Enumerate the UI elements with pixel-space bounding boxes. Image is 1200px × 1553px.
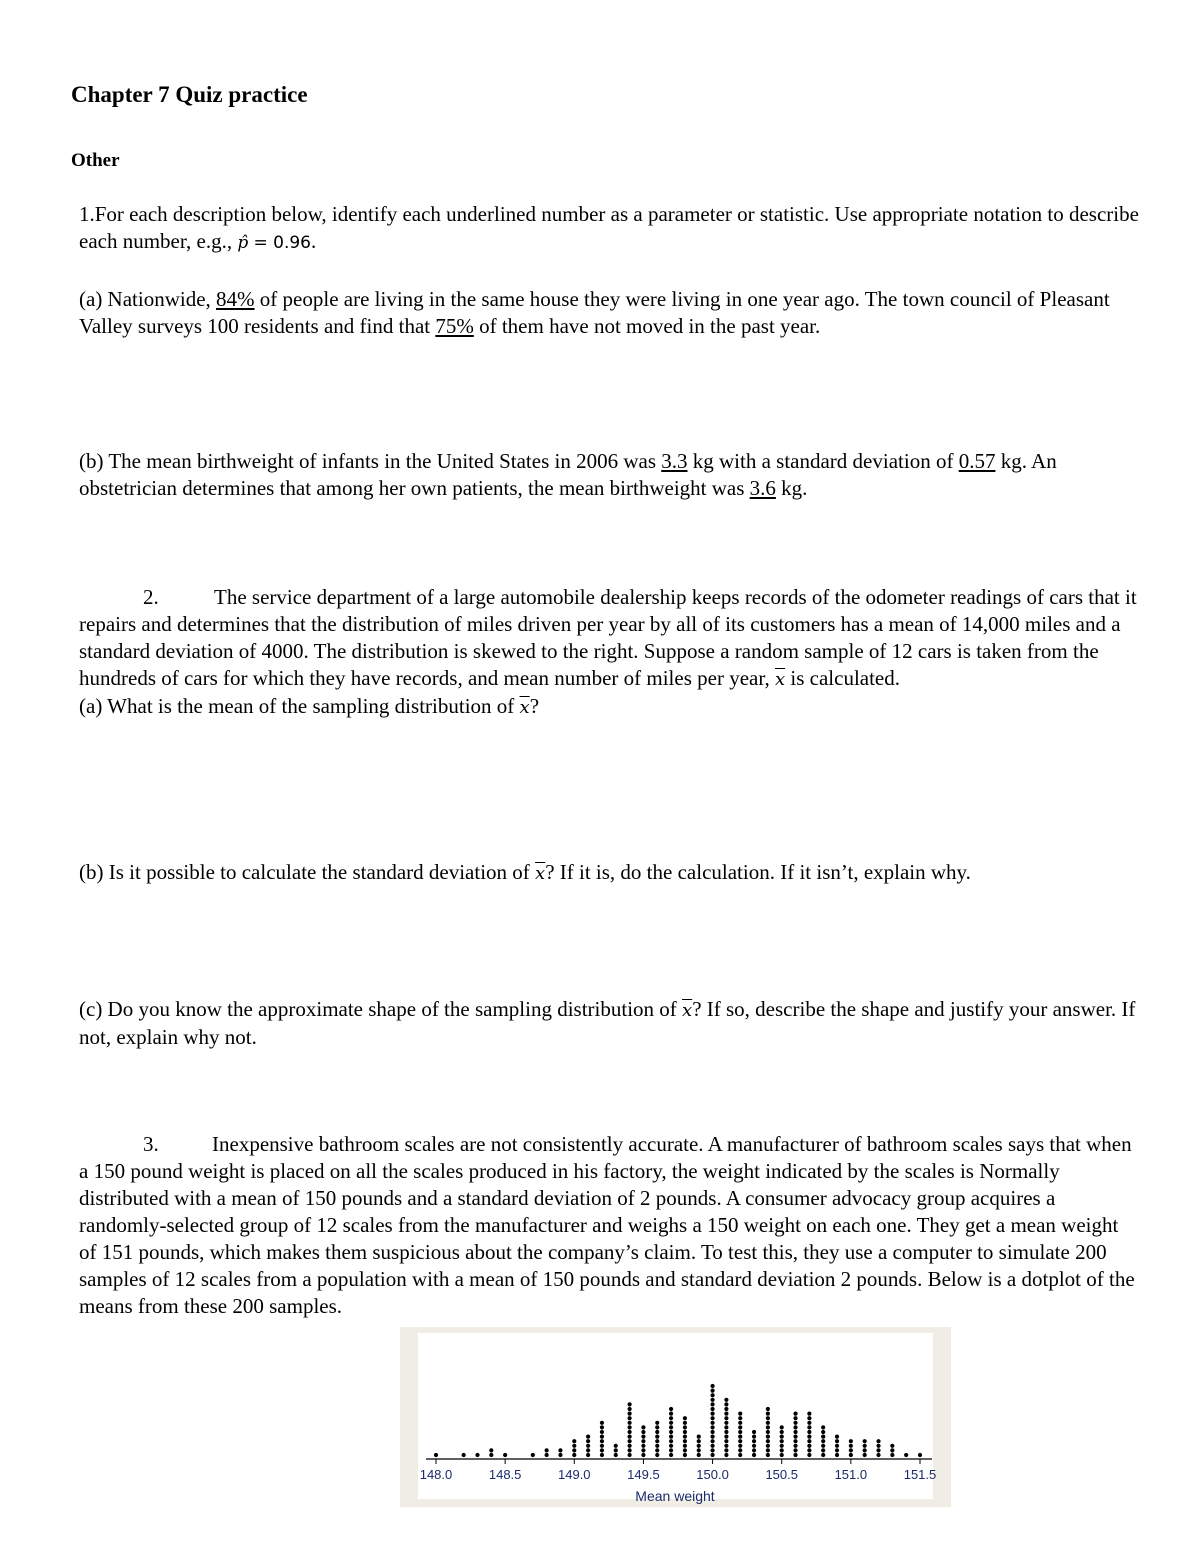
dot <box>697 1444 701 1448</box>
question-2b <box>79 859 1139 887</box>
dot <box>876 1448 880 1452</box>
dot <box>780 1425 784 1429</box>
dot <box>710 1421 714 1425</box>
dot <box>669 1444 673 1448</box>
p-hat-symbol: p̂ <box>237 233 249 253</box>
x-axis-label: Mean weight <box>635 1488 715 1504</box>
dot <box>710 1453 714 1457</box>
q1b-text-3: kg. An obstetrician determines that among her own patients, the mean birthweight was <box>79 449 1057 500</box>
dot <box>641 1444 645 1448</box>
dot <box>752 1430 756 1434</box>
dot <box>600 1448 604 1452</box>
dot <box>793 1444 797 1448</box>
dot <box>697 1453 701 1457</box>
dot <box>793 1421 797 1425</box>
dot <box>890 1444 894 1448</box>
dot <box>628 1430 632 1434</box>
x-tick-label: 148.0 <box>419 1467 453 1482</box>
x-tick-label: 150.0 <box>696 1467 729 1482</box>
dot <box>738 1439 742 1443</box>
question-2 <box>79 584 1139 721</box>
dot <box>807 1439 811 1443</box>
dot <box>600 1430 604 1434</box>
dot <box>793 1430 797 1434</box>
q1a-underlined-1: 84% <box>216 287 255 311</box>
dot <box>614 1444 618 1448</box>
dot <box>766 1453 770 1457</box>
dot <box>738 1453 742 1457</box>
dot <box>710 1398 714 1402</box>
question-1-intro <box>79 201 1139 257</box>
q1a-text-1: (a) Nationwide, <box>79 287 217 311</box>
dot <box>724 1435 728 1439</box>
dot <box>600 1439 604 1443</box>
dot <box>766 1448 770 1452</box>
dot <box>572 1444 576 1448</box>
dot <box>586 1439 590 1443</box>
dot <box>710 1444 714 1448</box>
dot <box>697 1448 701 1452</box>
x-tick-label: 150.5 <box>765 1467 798 1482</box>
dot <box>655 1421 659 1425</box>
dot <box>655 1430 659 1434</box>
dot <box>724 1444 728 1448</box>
q3-text: Inexpensive bathroom scales are not consistently accurate. A manufacturer of bathroom scales says that when a 150 pound weight is placed on all the scales produced in his factory, the weight indicated by the scales is Normally distributed with a mean of 150 pounds and a standard deviation of 2 pounds. A consumer advocacy group acquires a randomly-selected group of 12 scales from the manufacturer and weighs a 150 weight on each one. They get a mean weight of 151 pounds, which makes them suspicious about the company’s claim. To test this, they use a computer to simulate 200 samples of 12 scales from a population with a mean of 150 pounds and standard deviation 2 pounds. Below is a dotplot of the means from these 200 samples. <box>79 1132 1135 1318</box>
dot <box>628 1435 632 1439</box>
dot <box>655 1444 659 1448</box>
dot <box>628 1453 632 1457</box>
dot <box>752 1439 756 1443</box>
dot <box>918 1453 922 1457</box>
dot <box>641 1448 645 1452</box>
dot <box>683 1416 687 1420</box>
q1b-underlined-3: 3.6 <box>749 476 776 500</box>
dot <box>904 1453 908 1457</box>
dot <box>641 1430 645 1434</box>
dot <box>835 1453 839 1457</box>
dot <box>669 1430 673 1434</box>
dot <box>710 1430 714 1434</box>
q2c-text-1: (c) Do you know the approximate shape of the sampling distribution of <box>79 997 683 1021</box>
q2-text-2: is calculated. <box>785 666 901 690</box>
dot <box>669 1453 673 1457</box>
dot <box>780 1444 784 1448</box>
dot <box>586 1448 590 1452</box>
dot <box>793 1439 797 1443</box>
dot <box>738 1421 742 1425</box>
dot <box>835 1435 839 1439</box>
q2b-text-1: (b) Is it possible to calculate the standard deviation of <box>79 860 536 884</box>
dot <box>738 1430 742 1434</box>
dot <box>835 1444 839 1448</box>
x-tick-label: 151.5 <box>903 1467 937 1482</box>
dot <box>835 1439 839 1443</box>
dot <box>628 1412 632 1416</box>
dot <box>710 1402 714 1406</box>
dot <box>752 1444 756 1448</box>
dot <box>641 1453 645 1457</box>
question-2-number: 2. <box>143 585 159 609</box>
dot <box>780 1430 784 1434</box>
dot <box>766 1430 770 1434</box>
x-bar-symbol: $\overline{x}$ <box>519 697 530 718</box>
dot <box>766 1439 770 1443</box>
dot <box>766 1425 770 1429</box>
dot <box>780 1439 784 1443</box>
dot <box>683 1444 687 1448</box>
dot <box>849 1453 853 1457</box>
dot <box>738 1416 742 1420</box>
dot <box>752 1453 756 1457</box>
dot <box>752 1435 756 1439</box>
dot <box>835 1448 839 1452</box>
dot <box>655 1435 659 1439</box>
dot <box>821 1435 825 1439</box>
dot <box>793 1416 797 1420</box>
dot <box>628 1416 632 1420</box>
dot <box>793 1453 797 1457</box>
dot <box>807 1430 811 1434</box>
dot <box>683 1425 687 1429</box>
dot <box>724 1407 728 1411</box>
dot <box>807 1435 811 1439</box>
dot <box>710 1393 714 1397</box>
q1b-text-1: (b) The mean birthweight of infants in the United States in 2006 was <box>79 449 662 473</box>
x-tick-label: 149.5 <box>627 1467 660 1482</box>
dot <box>669 1439 673 1443</box>
q2a-text-1: (a) What is the mean of the sampling distribution of <box>79 694 520 718</box>
dot <box>655 1453 659 1457</box>
dot <box>503 1453 507 1457</box>
dot <box>738 1412 742 1416</box>
dot <box>724 1412 728 1416</box>
dot <box>628 1407 632 1411</box>
dot <box>876 1453 880 1457</box>
dot <box>545 1453 549 1457</box>
dot <box>641 1439 645 1443</box>
dot <box>821 1425 825 1429</box>
dot <box>807 1421 811 1425</box>
dot <box>793 1448 797 1452</box>
dot <box>586 1453 590 1457</box>
q1a-text-2: of people are living in the same house they were living in one year ago. The town council of Pleasant Valley surveys 100 residents and find that <box>79 287 1110 338</box>
page-title: Chapter 7 Quiz practice <box>71 82 308 107</box>
dot <box>462 1453 466 1457</box>
dot <box>710 1448 714 1452</box>
dot <box>434 1453 438 1457</box>
dot <box>863 1448 867 1452</box>
dot <box>655 1448 659 1452</box>
dot <box>683 1435 687 1439</box>
dot <box>793 1435 797 1439</box>
dot <box>614 1453 618 1457</box>
dot <box>821 1444 825 1448</box>
dot <box>697 1435 701 1439</box>
dot <box>738 1425 742 1429</box>
dot <box>724 1402 728 1406</box>
dot <box>655 1439 659 1443</box>
dot <box>614 1448 618 1452</box>
question-1b <box>79 448 1139 502</box>
dot <box>710 1412 714 1416</box>
x-bar-symbol: $\overline{x}$ <box>535 863 546 884</box>
dot <box>641 1425 645 1429</box>
section-heading: Other <box>71 150 120 171</box>
dot <box>628 1444 632 1448</box>
dot <box>766 1444 770 1448</box>
dot <box>697 1439 701 1443</box>
dot <box>489 1448 493 1452</box>
dot <box>766 1435 770 1439</box>
dot <box>641 1435 645 1439</box>
dot <box>628 1425 632 1429</box>
dot <box>863 1453 867 1457</box>
dot <box>669 1407 673 1411</box>
q1b-underlined-1: 3.3 <box>661 449 688 473</box>
dot <box>683 1430 687 1434</box>
dot <box>807 1416 811 1420</box>
dot <box>876 1439 880 1443</box>
dot <box>669 1412 673 1416</box>
dot <box>752 1448 756 1452</box>
dot <box>669 1435 673 1439</box>
question-3 <box>79 1131 1139 1320</box>
dot <box>572 1439 576 1443</box>
q2-text-1: The service department of a large automobile dealership keeps records of the odometer readings of cars that it repairs and determines that the distribution of miles driven per year by all of its customers has a mean of 14,000 miles and a standard deviation of 4000. The distribution is skewed to the right. Suppose a random sample of 12 cars is taken from the hundreds of cars for which they have records, and mean number of miles per year, <box>79 585 1137 690</box>
q2a-text-2: ? <box>529 694 540 718</box>
dot <box>821 1453 825 1457</box>
dot <box>710 1416 714 1420</box>
question-1a <box>79 286 1139 340</box>
question-3-number: 3. <box>143 1132 159 1156</box>
dot <box>724 1416 728 1420</box>
x-tick-label: 148.5 <box>488 1467 522 1482</box>
dot <box>724 1421 728 1425</box>
dot <box>821 1430 825 1434</box>
dot <box>628 1439 632 1443</box>
dot <box>766 1412 770 1416</box>
x-tick-label: 151.0 <box>834 1467 868 1482</box>
dot <box>710 1425 714 1429</box>
dot <box>669 1421 673 1425</box>
x-bar-symbol: $\overline{x}$ <box>682 1000 693 1021</box>
dot <box>669 1448 673 1452</box>
dot <box>780 1435 784 1439</box>
dot <box>821 1448 825 1452</box>
q1a-underlined-2: 75% <box>435 314 474 338</box>
dot <box>710 1407 714 1411</box>
dot <box>600 1425 604 1429</box>
dot <box>683 1448 687 1452</box>
dot <box>724 1398 728 1402</box>
dot <box>807 1453 811 1457</box>
dot <box>531 1453 535 1457</box>
dot <box>849 1448 853 1452</box>
q2b-text-2: ? If it is, do the calculation. If it isn’t, explain why. <box>545 860 971 884</box>
dot <box>724 1439 728 1443</box>
dot <box>545 1448 549 1452</box>
dot <box>655 1425 659 1429</box>
dot <box>586 1444 590 1448</box>
dot <box>863 1444 867 1448</box>
question-1-intro-text: 1.For each description below, identify each underlined number as a parameter or statistic. Use appropriate notation to describe each number, e.g., <box>79 202 1139 253</box>
dot <box>766 1407 770 1411</box>
dot <box>890 1453 894 1457</box>
dot <box>724 1425 728 1429</box>
dot <box>628 1421 632 1425</box>
q2c-text-2: ? If so, describe the shape and justify your answer. If not, explain why not. <box>79 997 1136 1049</box>
dot <box>475 1453 479 1457</box>
dot <box>738 1444 742 1448</box>
dot <box>780 1448 784 1452</box>
dot <box>600 1435 604 1439</box>
example-value: = 0.96 <box>253 233 311 253</box>
q1a-text-3: of them have not moved in the past year. <box>473 314 821 338</box>
dot <box>807 1412 811 1416</box>
dot <box>780 1453 784 1457</box>
dot <box>558 1448 562 1452</box>
dot <box>710 1389 714 1393</box>
dot <box>572 1448 576 1452</box>
question-2c <box>79 996 1139 1051</box>
dot <box>807 1425 811 1429</box>
dot <box>710 1384 714 1388</box>
dot <box>586 1435 590 1439</box>
dot <box>766 1416 770 1420</box>
example-end: . <box>310 229 317 253</box>
x-tick-label: 149.0 <box>558 1467 591 1482</box>
dot <box>724 1430 728 1434</box>
dot <box>821 1439 825 1443</box>
dot <box>489 1453 493 1457</box>
dot <box>669 1416 673 1420</box>
q1b-text-2: kg with a standard deviation of <box>687 449 959 473</box>
dot <box>683 1439 687 1443</box>
dot <box>849 1439 853 1443</box>
dot <box>793 1412 797 1416</box>
dot <box>628 1448 632 1452</box>
dot <box>600 1453 604 1457</box>
dot <box>669 1425 673 1429</box>
dotplot-chart <box>400 1327 951 1507</box>
dot <box>807 1448 811 1452</box>
dot <box>766 1421 770 1425</box>
dot <box>890 1448 894 1452</box>
dot <box>600 1421 604 1425</box>
dot <box>849 1444 853 1448</box>
dot <box>807 1444 811 1448</box>
dot <box>683 1421 687 1425</box>
dot <box>710 1435 714 1439</box>
q1b-text-4: kg. <box>775 476 808 500</box>
dotplot-svg <box>400 1327 951 1507</box>
q1b-underlined-2: 0.57 <box>958 449 996 473</box>
dot <box>738 1435 742 1439</box>
dot <box>724 1453 728 1457</box>
dot <box>710 1439 714 1443</box>
x-bar-symbol: $\overline{x}$ <box>774 669 786 690</box>
dot <box>724 1448 728 1452</box>
dot <box>876 1444 880 1448</box>
dot <box>793 1425 797 1429</box>
dot <box>738 1448 742 1452</box>
dot <box>863 1439 867 1443</box>
dot <box>558 1453 562 1457</box>
dot <box>628 1402 632 1406</box>
dot <box>572 1453 576 1457</box>
dot <box>683 1453 687 1457</box>
dot <box>600 1444 604 1448</box>
